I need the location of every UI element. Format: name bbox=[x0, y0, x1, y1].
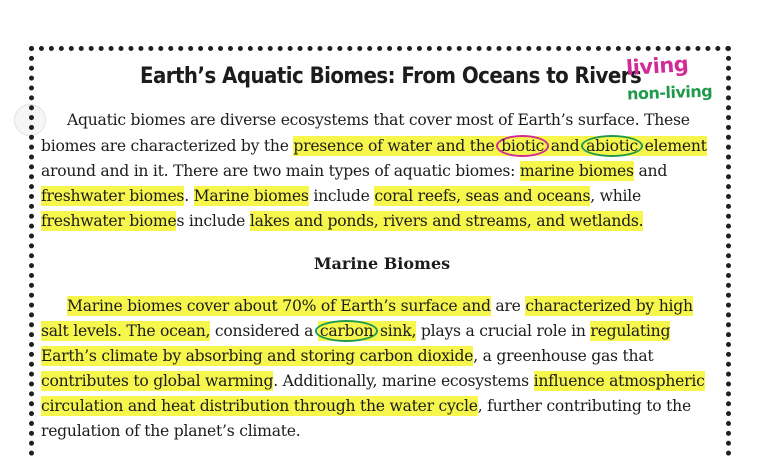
highlight: lakes and ponds, rivers and streams, and wetlands. bbox=[249, 212, 644, 230]
intro-line-4 bbox=[41, 186, 641, 206]
annotation-living: living bbox=[625, 51, 690, 81]
marine-line-2 bbox=[41, 321, 670, 341]
circled-word-biotic: biotic bbox=[496, 135, 549, 157]
marine-line-4 bbox=[41, 371, 705, 391]
text: around and in it. There are two main types of aquatic biomes: bbox=[41, 162, 520, 180]
circled-word-abiotic: abiotic bbox=[581, 135, 643, 157]
text: s include bbox=[176, 212, 250, 230]
marine-line-6 bbox=[41, 421, 300, 441]
text: sink, bbox=[375, 322, 417, 340]
dotted-border bbox=[29, 46, 731, 456]
highlight: influence atmospheric bbox=[533, 372, 705, 390]
highlight: regulating bbox=[590, 322, 671, 340]
text: considered a bbox=[210, 322, 318, 340]
highlight: circulation and heat distribution through the water cycle bbox=[41, 397, 478, 415]
marine-line-3 bbox=[41, 346, 653, 366]
highlight: Marine biomes cover about 70% of Earth’s surface and bbox=[67, 297, 491, 315]
text: , a greenhouse gas that bbox=[473, 347, 654, 365]
highlight: coral reefs, seas and oceans bbox=[374, 187, 591, 205]
highlight: freshwater biome bbox=[41, 212, 177, 230]
text: biomes are characterized by the bbox=[41, 137, 294, 155]
circled-word-carbon: carbon bbox=[315, 320, 378, 342]
intro-line-2 bbox=[41, 136, 707, 156]
section-heading: Marine Biomes bbox=[313, 254, 451, 273]
text: are bbox=[490, 297, 526, 315]
highlight: Marine biomes bbox=[193, 187, 309, 205]
text: . Additionally, marine ecosystems bbox=[273, 372, 534, 390]
highlight: marine biomes bbox=[519, 162, 634, 180]
text: Aquatic biomes are diverse ecosystems that cover most of Earth’s surface. These bbox=[67, 111, 690, 129]
marine-line-1 bbox=[67, 296, 693, 316]
highlight: contributes to global warming bbox=[41, 372, 274, 390]
highlight: freshwater biomes bbox=[41, 187, 185, 205]
intro-line-1 bbox=[67, 110, 690, 130]
text: , while bbox=[590, 187, 641, 205]
text: regulation of the planet’s climate. bbox=[41, 422, 301, 440]
text: presence of water and the bbox=[293, 137, 500, 155]
page-title: Earth’s Aquatic Biomes: From Oceans to Rivers bbox=[139, 64, 642, 89]
text: and bbox=[633, 162, 668, 180]
annotation-non-living: non-living bbox=[626, 81, 713, 104]
text: element bbox=[639, 137, 707, 155]
text: . bbox=[184, 187, 194, 205]
text: include bbox=[308, 187, 375, 205]
highlight bbox=[293, 136, 706, 156]
marine-line-5 bbox=[41, 396, 691, 416]
intro-line-3 bbox=[41, 161, 667, 181]
highlight: characterized by high bbox=[525, 297, 693, 315]
highlight: salt levels. The ocean, bbox=[41, 322, 211, 340]
intro-line-5 bbox=[41, 211, 643, 231]
text: and bbox=[546, 137, 585, 155]
text: plays a crucial role in bbox=[416, 322, 591, 340]
highlight bbox=[318, 321, 416, 341]
highlight: Earth’s climate by absorbing and storing carbon dioxide bbox=[41, 347, 474, 365]
text: , further contributing to the bbox=[477, 397, 691, 415]
